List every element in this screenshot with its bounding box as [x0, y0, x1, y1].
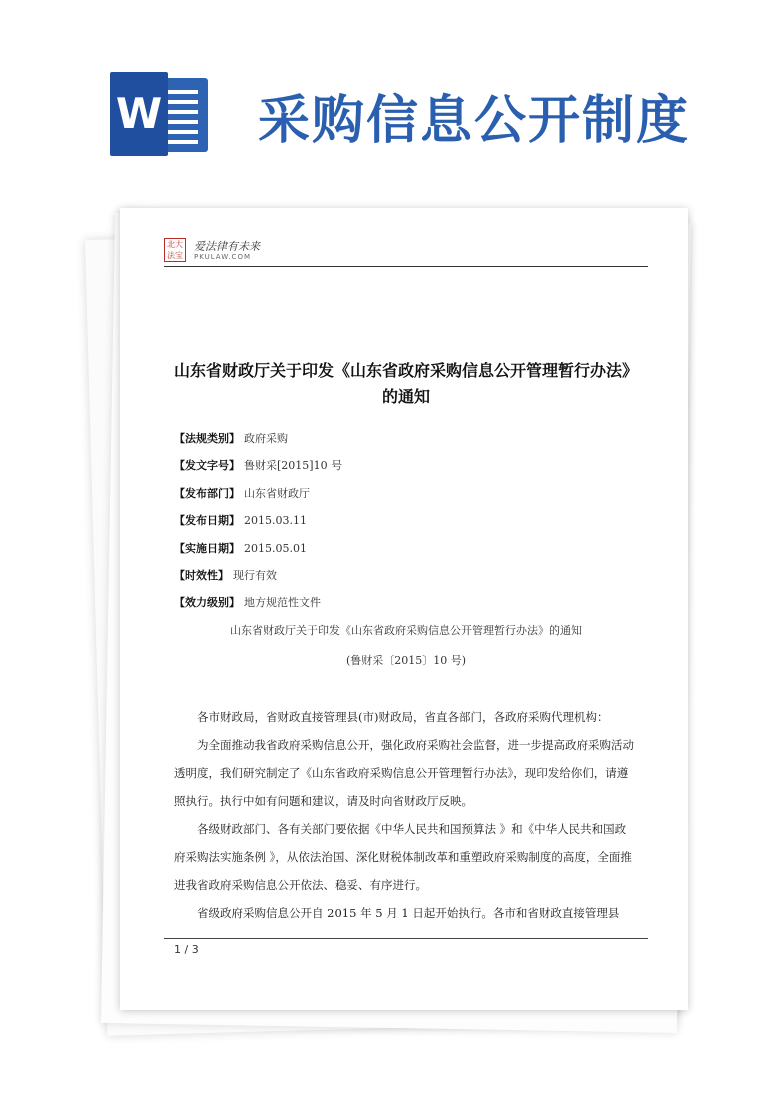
metadata-label: 【实施日期】	[174, 541, 240, 555]
metadata-label: 【发布日期】	[174, 514, 240, 528]
document-page	[120, 208, 688, 1010]
metadata-label: 【发布部门】	[174, 486, 240, 500]
metadata-row	[174, 595, 634, 622]
word-icon-letter: W	[110, 72, 168, 156]
metadata-row	[174, 458, 634, 485]
word-document-icon	[110, 72, 208, 156]
metadata-label: 【效力级别】	[174, 596, 240, 610]
metadata-row	[174, 541, 634, 568]
body-paragraph: 各级财政部门、各有关部门要依据《中华人民共和国预算法 》和《中华人民共和国政府采购法实施条例 》，从依法治国、深化财税体制改革和重塑政府采购制度的高度，全面推进我省政府采购信息公开依法、稳妥、有序进行。	[174, 822, 632, 892]
metadata-value: 2015.03.11	[244, 514, 307, 528]
document-number: (鲁财采〔2015〕10 号)	[345, 654, 467, 667]
footer-divider	[164, 938, 648, 939]
page-number: 1 / 3	[174, 943, 199, 956]
body-paragraph: 为全面推动我省政府采购信息公开，强化政府采购社会监督，进一步提高政府采购活动透明度，我们研究制定了《山东省政府采购信息公开管理暂行办法》，现印发给你们，请遵照执行。执行中如有问题和建议，请及时向省财政厅反映。	[174, 738, 634, 808]
document-subtitle: 山东省财政厅关于印发《山东省政府采购信息公开管理暂行办法》的通知	[230, 624, 582, 637]
page-header	[164, 236, 648, 267]
metadata-value: 政府采购	[244, 432, 288, 445]
header-slogan: 爱法律有未来	[194, 240, 260, 253]
metadata-label: 【法规类别】	[174, 432, 240, 445]
metadata-value: 鲁财采[2015]10 号	[244, 459, 343, 473]
metadata-value: 2015.05.01	[244, 541, 307, 555]
metadata-label: 【时效性】	[174, 568, 229, 582]
metadata-row	[174, 568, 634, 595]
body-paragraph: 省级政府采购信息公开自 2015 年 5 月 1 日起开始执行。各市和省财政直接管理县	[197, 906, 620, 920]
document-title: 山东省财政厅关于印发《山东省政府采购信息公开管理暂行办法》的通知	[174, 361, 639, 406]
metadata-value: 地方规范性文件	[244, 596, 321, 610]
metadata-label: 【发文字号】	[174, 459, 240, 473]
metadata-list	[174, 431, 634, 623]
banner-title: 采购信息公开制度	[258, 91, 691, 151]
banner	[0, 0, 780, 210]
pkulaw-seal-logo: 北大 法宝	[164, 238, 186, 262]
metadata-row	[174, 486, 634, 513]
metadata-value: 山东省财政厅	[244, 486, 310, 500]
header-site: PKULAW.COM	[194, 253, 251, 261]
metadata-row	[174, 513, 634, 540]
metadata-value: 现行有效	[233, 568, 277, 582]
body-paragraph: 各市财政局，省财政直接管理县(市)财政局，省直各部门，各政府采购代理机构：	[197, 710, 609, 724]
metadata-row	[174, 431, 634, 458]
